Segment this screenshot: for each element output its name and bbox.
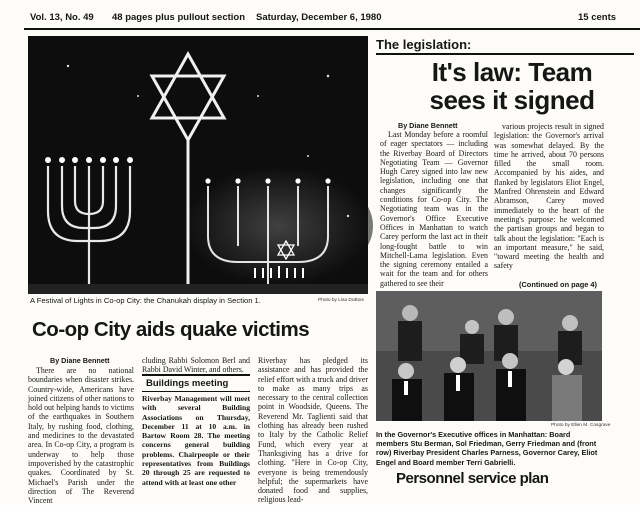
chanukah-photo-credit: Photo by Lisa DuBois: [318, 298, 364, 303]
chanukah-caption: A Festival of Lights in Co-op City: the Chanukah display in Section 1.: [30, 296, 261, 305]
quake-column-2: cluding Rabbi Solomon Berl and Rabbi David Winter, and others.: [142, 356, 250, 375]
chanukah-photo: [28, 36, 368, 294]
kicker-rule: [376, 53, 634, 55]
headline-line-1: It's law: Team: [431, 57, 593, 87]
legislation-column-1: Last Monday before a roomful of eager spectators — including the Riverbay Board of Directors Negotiating Team — Governor Hugh Carey signed into law new legislation, including one that changes significantly the conditions for Co-op City. The Negotiating team was in the Governor's Office Executive Offices in Manhattan to watch Carey perform the last act in their long-fought battle to win Mitchell-Lama legislation. Even the signing ceremony entailed a wait for the team and for others gathered to see their: [380, 130, 488, 288]
volume-number: Vol. 13, No. 49: [30, 12, 94, 23]
price: 15 cents: [578, 12, 617, 23]
continued-notice: (Continued on page 4): [519, 280, 598, 289]
quake-byline: By Diane Bennett: [50, 356, 110, 365]
quake-headline: Co-op City aids quake victims: [32, 318, 310, 341]
buildings-meeting-title: Buildings meeting: [146, 378, 229, 389]
masthead-rule: [24, 28, 640, 30]
issue-date: Saturday, December 6, 1980: [256, 12, 382, 23]
buildings-meeting-text: Riverbay Management will meet with several Building Associations on Thursday, December 11 at 10 a.m. in Bartow Room 28. The meeting concerns general building problems. Chairpeople or their representatives from Buildings 20 through 25 are requested to attend with at least one other: [142, 394, 250, 487]
signing-caption: In the Governor's Executive offices in Manhattan: Board members Stu Berman, Sol Friedman, Gerry Friedman and (front row) Riverbay President Charles Parness, Governor Carey, Eliot Engel and Board member Terri Gabrielli.: [376, 430, 598, 467]
page-count: 48 pages plus pullout section: [112, 12, 246, 23]
masthead-strip: [0, 10, 640, 26]
headline-line-2: sees it signed: [429, 85, 595, 115]
signing-photo: [376, 291, 602, 421]
signing-photo-credit: Photo by Ellen M. Cosgrave: [551, 423, 611, 428]
legislation-column-2: various projects result in signed legislation: the Governor's arrival was somewhat delayed. By the time he arrived, about 70 persons filled the small room. Accompanied by his aides, and flanked by legislators Eliot Engel, Manfred Ohrenstein and Edward Abramson, Carey moved immediately to the heart of the meeting's purpose: he welcomed the partisan groups and began to talk about the legislation: "Each is an important measure," he said, "toward meeting the health and safety: [494, 122, 604, 271]
chanukah-display-image: [28, 36, 368, 294]
legislation-kicker: The legislation:: [376, 37, 472, 52]
legislation-byline: By Diane Bennett: [398, 121, 458, 130]
signing-ceremony-image: [376, 291, 602, 421]
quake-column-1: There are no national boundaries when disaster strikes. Country-wide, Americans have joined citizens of other nations to hold out helping hands to victims of the earthquakes in Southern Italy, by rushing food, clothing, and medicines to the devastated area. In Co-op City, a program is underway to help those impoverished by the catastrophic quakes. Coordinated by St. Michael's Parish under the direction of The Reverend Vincent: [28, 366, 134, 505]
legislation-headline: [392, 58, 632, 114]
buildings-meeting-box: [142, 374, 250, 487]
quake-column-3: Riverbay has pledged its assistance and has provided the relief effort with a truck and driver to make as many trips as necessary to the central collection point in Woodside, Queens. The Reverend Mr. Taglienti said that clothing has already been rushed to Italy by the Catholic Relief Fund, which every year at Thanksgiving has a drive for clothing. "Here in Co-op City, everyone is being tremendously helpful; the supermarkets have donated food and supplies, religious lead-: [258, 356, 368, 505]
next-headline: Personnel service plan: [396, 470, 549, 487]
box-divider: [142, 391, 250, 392]
